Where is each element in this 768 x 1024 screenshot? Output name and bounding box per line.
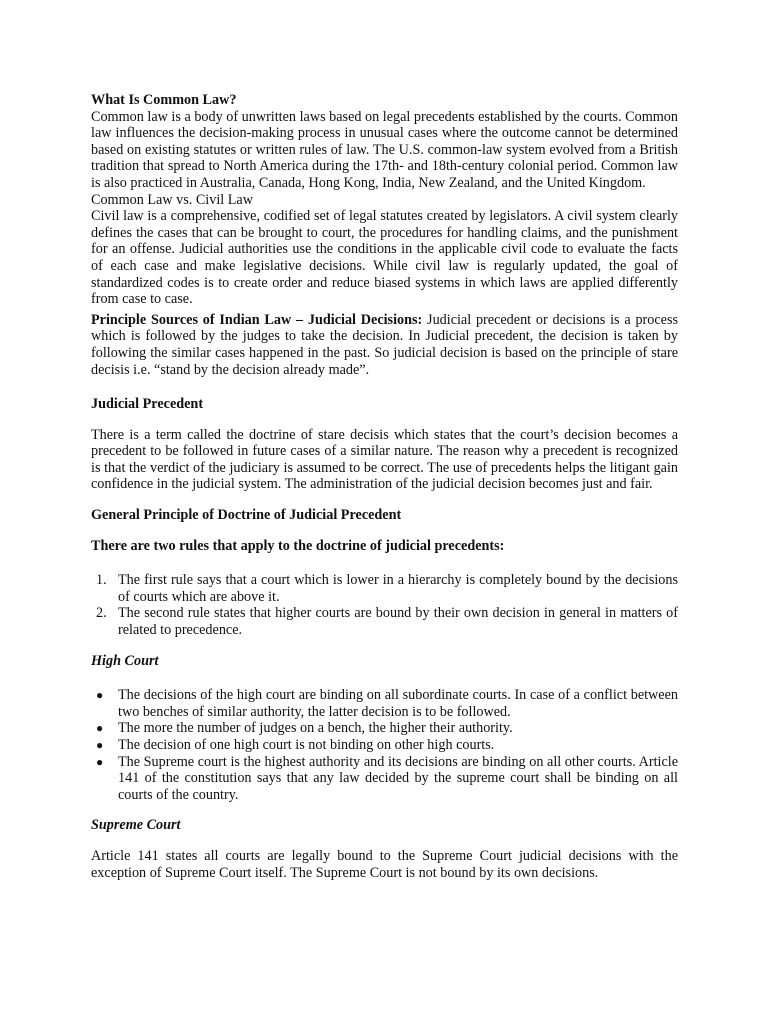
list-number: 1. bbox=[96, 572, 107, 589]
list-item-text: The Supreme court is the highest authority and its decisions are binding on all other courts. Article 141 of the constitution says that any law decided by the supreme court shall be binding on all courts of the country. bbox=[118, 753, 678, 803]
principle-lead: Principle Sources of Indian Law – Judicial Decisions: bbox=[91, 311, 423, 328]
list-item-text: The decisions of the high court are binding on all subordinate courts. In case of a conflict between two benches of similar authority, the latter decision is to be followed. bbox=[118, 687, 678, 720]
list-item bbox=[91, 605, 678, 638]
list-item bbox=[91, 720, 678, 737]
paragraph-principle-sources bbox=[91, 312, 678, 378]
list-item bbox=[91, 572, 678, 605]
list-item bbox=[91, 737, 678, 754]
list-item-text: The second rule states that higher courts are bound by their own decision in general in matters of related to precedence. bbox=[118, 605, 678, 639]
high-court-bullets bbox=[91, 687, 678, 803]
bullet-icon: ● bbox=[96, 754, 104, 769]
heading-supreme-court: Supreme Court bbox=[91, 817, 181, 834]
bullet-icon: ● bbox=[96, 688, 104, 703]
list-item bbox=[91, 687, 678, 720]
bullet-icon: ● bbox=[96, 738, 104, 752]
paragraph-common-law: Common law is a body of unwritten laws based on legal precedents established by the courts. Common law influences the decision-making process in unusual cases where the outcome cannot be determined based on existing statutes or written rules of law. The U.S. common-law system evolved from a British tradition that spread to North America during the 17th- and 18th-century colonial period. Common law is also practiced in Australia, Canada, Hong Kong, India, New Zealand, and the United Kingdom. bbox=[91, 108, 678, 191]
principle-text: Judicial precedent or decisions is a process which is followed by the judges to take the decision. In Judicial precedent, the decision is taken by following the similar cases happened in the past. So judicial decision is based on the principle of stare decisis i.e. “stand by the decision already made”. bbox=[91, 311, 678, 378]
paragraph-supreme-court: Article 141 states all courts are legally bound to the Supreme Court judicial decisions with the exception of Supreme Court itself. The Supreme Court is not bound by its own decisions. bbox=[91, 847, 678, 881]
subheading-common-vs-civil: Common Law vs. Civil Law bbox=[91, 191, 253, 208]
subheading-two-rules: There are two rules that apply to the doctrine of judicial precedents: bbox=[91, 537, 505, 554]
heading-high-court: High Court bbox=[91, 652, 159, 669]
heading-judicial-precedent: Judicial Precedent bbox=[91, 396, 204, 413]
paragraph-judicial-precedent: There is a term called the doctrine of stare decisis which states that the court’s decision becomes a precedent to be followed in future cases of a similar nature. The reason why a precedent is recognized is that the verdict of the judiciary is assumed to be correct. The use of precedents helps the litigant gain confidence in the judicial system. The administration of the judicial decision becomes just and fair. bbox=[91, 426, 678, 493]
list-item bbox=[91, 754, 678, 804]
heading-what-is-common-law: What Is Common Law? bbox=[91, 92, 237, 108]
list-item-text: The first rule says that a court which is lower in a hierarchy is completely bound by the decisions of courts which are above it. bbox=[118, 572, 678, 605]
list-item-text: The more the number of judges on a bench, the higher their authority. bbox=[118, 720, 513, 737]
list-number: 2. bbox=[96, 605, 107, 622]
heading-general-principle: General Principle of Doctrine of Judicial Precedent bbox=[91, 507, 402, 524]
list-item-text: The decision of one high court is not binding on other high courts. bbox=[118, 737, 495, 753]
rules-list bbox=[91, 572, 678, 638]
paragraph-civil-law: Civil law is a comprehensive, codified set of legal statutes created by legislators. A civil system clearly defines the cases that can be brought to court, the procedures for handling claims, and the punishment for an offense. Judicial authorities use the conditions in the applicable civil code to evaluate the facts of each case and make legislative decisions. While civil law is regularly updated, the goal of standardized codes is to create order and reduce biased systems in which laws are applied differently from case to case. bbox=[91, 208, 678, 308]
document-body bbox=[91, 92, 678, 881]
bullet-icon: ● bbox=[96, 721, 104, 736]
